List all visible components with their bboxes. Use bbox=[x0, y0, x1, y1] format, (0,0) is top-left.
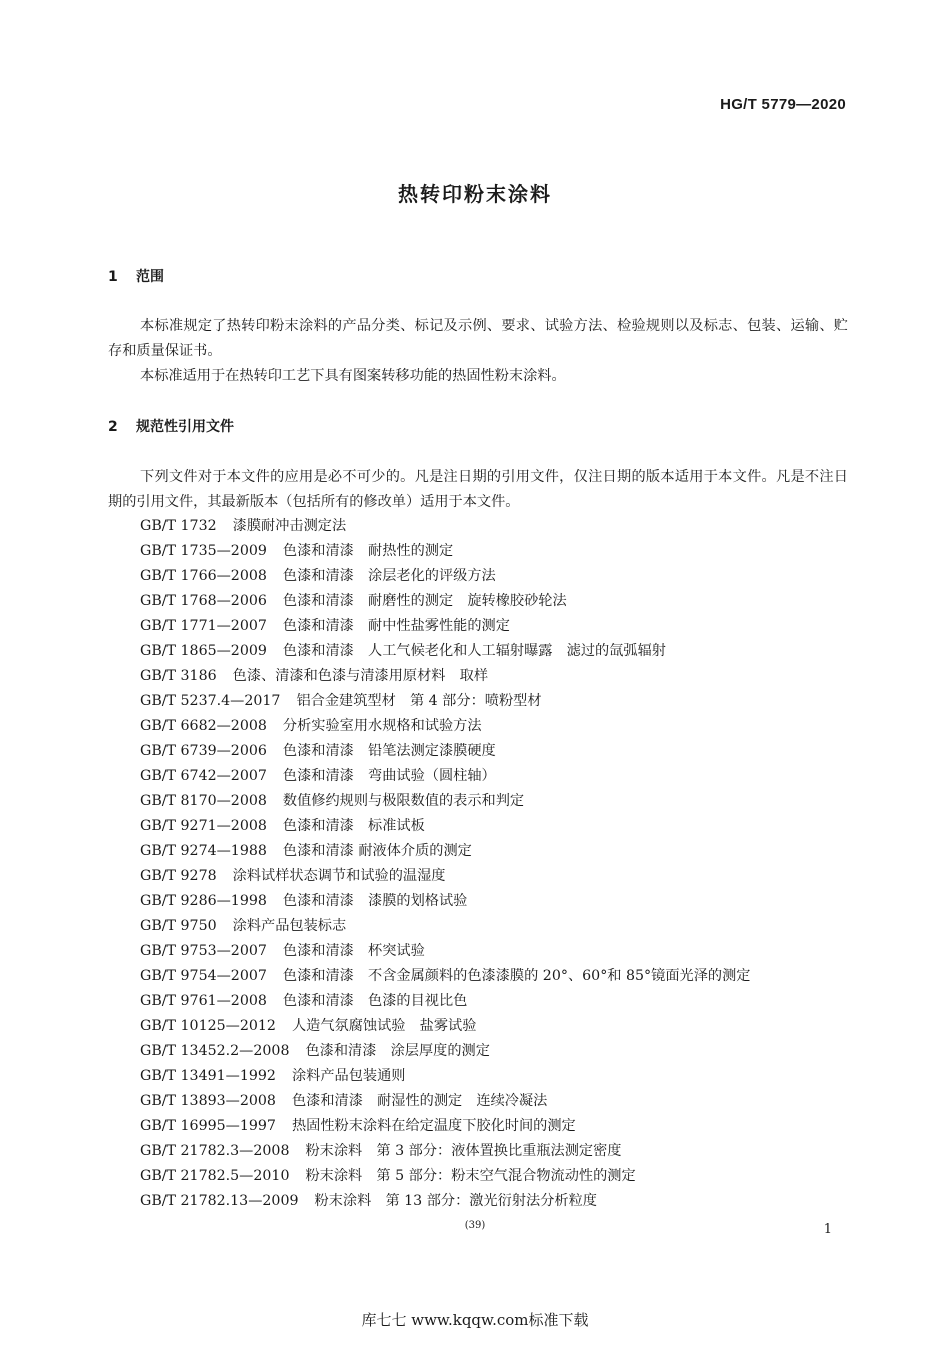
reference-code: GB/T 9754—2007 bbox=[140, 968, 267, 984]
reference-code: GB/T 8170—2008 bbox=[140, 793, 267, 809]
reference-code: GB/T 9271—2008 bbox=[140, 818, 267, 834]
paragraph: 本标准规定了热转印粉末涂料的产品分类、标记及示例、要求、试验方法、检验规则以及标志、包装、运输、贮存和质量保证书。 bbox=[108, 318, 848, 359]
reference-title: 色漆和清漆 耐液体介质的测定 bbox=[282, 843, 472, 859]
section-number: 2 bbox=[108, 419, 118, 435]
reference-title: 色漆和清漆 色漆的目视比色 bbox=[282, 993, 468, 1009]
reference-item bbox=[140, 1189, 750, 1214]
reference-code: GB/T 5237.4—2017 bbox=[140, 693, 281, 709]
reference-code: GB/T 21782.13—2009 bbox=[140, 1193, 299, 1209]
reference-code: GB/T 6739—2006 bbox=[140, 743, 267, 759]
reference-code: GB/T 13893—2008 bbox=[140, 1093, 276, 1109]
reference-item bbox=[140, 1039, 750, 1064]
paragraph: 下列文件对于本文件的应用是必不可少的。凡是注日期的引用文件，仅注日期的版本适用于本文件。凡是不注日期的引用文件，其最新版本（包括所有的修改单）适用于本文件。 bbox=[108, 469, 848, 510]
reference-title: 色漆和清漆 涂层厚度的测定 bbox=[305, 1043, 490, 1059]
reference-code: GB/T 9274—1988 bbox=[140, 843, 267, 859]
reference-title: 色漆和清漆 杯突试验 bbox=[282, 943, 425, 959]
reference-item bbox=[140, 614, 750, 639]
reference-code: GB/T 9753—2007 bbox=[140, 943, 267, 959]
reference-item bbox=[140, 1089, 750, 1114]
reference-item bbox=[140, 839, 750, 864]
reference-title: 涂料试样状态调节和试验的温湿度 bbox=[232, 868, 446, 884]
reference-code: GB/T 1735—2009 bbox=[140, 543, 267, 559]
reference-code: GB/T 13491—1992 bbox=[140, 1068, 276, 1084]
reference-title: 分析实验室用水规格和试验方法 bbox=[282, 718, 482, 734]
reference-code: GB/T 1732 bbox=[140, 518, 217, 534]
reference-title: 色漆和清漆 耐中性盐雾性能的测定 bbox=[282, 618, 510, 634]
reference-item bbox=[140, 864, 750, 889]
reference-title: 色漆、清漆和色漆与清漆用原材料 取样 bbox=[232, 668, 489, 684]
reference-title: 粉末涂料 第 13 部分：激光衍射法分析粒度 bbox=[314, 1193, 597, 1209]
reference-title: 色漆和清漆 不含金属颜料的色漆漆膜的 20°、60°和 85°镜面光泽的测定 bbox=[282, 968, 751, 984]
reference-code: GB/T 3186 bbox=[140, 668, 217, 684]
reference-item bbox=[140, 514, 750, 539]
reference-code: GB/T 9278 bbox=[140, 868, 217, 884]
reference-title: 热固性粉末涂料在给定温度下胶化时间的测定 bbox=[291, 1118, 576, 1134]
reference-code: GB/T 1865—2009 bbox=[140, 643, 267, 659]
reference-item bbox=[140, 689, 750, 714]
reference-item bbox=[140, 989, 750, 1014]
reference-code: GB/T 9750 bbox=[140, 918, 217, 934]
reference-item bbox=[140, 539, 750, 564]
reference-title: 色漆和清漆 耐湿性的测定 连续冷凝法 bbox=[291, 1093, 548, 1109]
reference-item bbox=[140, 789, 750, 814]
section-title: 范围 bbox=[136, 269, 164, 285]
reference-code: GB/T 16995—1997 bbox=[140, 1118, 276, 1134]
reference-code: GB/T 6742—2007 bbox=[140, 768, 267, 784]
reference-title: 涂料产品包装标志 bbox=[232, 918, 347, 934]
document-title: 热转印粉末涂料 bbox=[398, 182, 552, 206]
page-number: 1 bbox=[823, 1222, 832, 1237]
reference-item bbox=[140, 564, 750, 589]
page-sequence: (39) bbox=[464, 1220, 486, 1231]
reference-item bbox=[140, 639, 750, 664]
reference-code: GB/T 1768—2006 bbox=[140, 593, 267, 609]
reference-item bbox=[140, 1139, 750, 1164]
reference-code: GB/T 1766—2008 bbox=[140, 568, 267, 584]
reference-title: 色漆和清漆 标准试板 bbox=[282, 818, 425, 834]
reference-item bbox=[140, 1164, 750, 1189]
standard-code: HG/T 5779—2020 bbox=[720, 96, 846, 113]
reference-item bbox=[140, 889, 750, 914]
reference-title: 色漆和清漆 人工气候老化和人工辐射曝露 滤过的氙弧辐射 bbox=[282, 643, 666, 659]
reference-item bbox=[140, 739, 750, 764]
references-intro bbox=[108, 465, 848, 515]
reference-item bbox=[140, 939, 750, 964]
reference-title: 色漆和清漆 耐磨性的测定 旋转橡胶砂轮法 bbox=[282, 593, 567, 609]
reference-code: GB/T 9761—2008 bbox=[140, 993, 267, 1009]
reference-item bbox=[140, 714, 750, 739]
reference-item bbox=[140, 914, 750, 939]
reference-title: 粉末涂料 第 3 部分：液体置换比重瓶法测定密度 bbox=[305, 1143, 622, 1159]
reference-title: 粉末涂料 第 5 部分：粉末空气混合物流动性的测定 bbox=[305, 1168, 636, 1184]
reference-list bbox=[140, 514, 750, 1214]
reference-title: 色漆和清漆 涂层老化的评级方法 bbox=[282, 568, 496, 584]
scope-body bbox=[108, 314, 848, 389]
section-heading-scope bbox=[108, 266, 164, 286]
reference-code: GB/T 13452.2—2008 bbox=[140, 1043, 290, 1059]
reference-item bbox=[140, 589, 750, 614]
reference-title: 色漆和清漆 耐热性的测定 bbox=[282, 543, 454, 559]
footer-watermark: 库七七 www.kqqw.com标准下载 bbox=[361, 1311, 589, 1329]
reference-title: 色漆和清漆 铅笔法测定漆膜硬度 bbox=[282, 743, 496, 759]
reference-title: 铝合金建筑型材 第 4 部分：喷粉型材 bbox=[296, 693, 542, 709]
reference-title: 色漆和清漆 弯曲试验（圆柱轴） bbox=[282, 768, 496, 784]
reference-code: GB/T 1771—2007 bbox=[140, 618, 267, 634]
section-number: 1 bbox=[108, 269, 118, 285]
reference-title: 数值修约规则与极限数值的表示和判定 bbox=[282, 793, 525, 809]
reference-code: GB/T 21782.3—2008 bbox=[140, 1143, 290, 1159]
reference-code: GB/T 21782.5—2010 bbox=[140, 1168, 290, 1184]
reference-title: 色漆和清漆 漆膜的划格试验 bbox=[282, 893, 468, 909]
paragraph: 本标准适用于在热转印工艺下具有图案转移功能的热固性粉末涂料。 bbox=[140, 368, 566, 384]
reference-code: GB/T 6682—2008 bbox=[140, 718, 267, 734]
section-title: 规范性引用文件 bbox=[136, 419, 234, 435]
reference-title: 涂料产品包装通则 bbox=[291, 1068, 406, 1084]
section-heading-normative-references bbox=[108, 416, 234, 436]
reference-item bbox=[140, 964, 750, 989]
reference-item bbox=[140, 1014, 750, 1039]
reference-code: GB/T 9286—1998 bbox=[140, 893, 267, 909]
reference-item bbox=[140, 814, 750, 839]
reference-code: GB/T 10125—2012 bbox=[140, 1018, 276, 1034]
reference-title: 人造气氛腐蚀试验 盐雾试验 bbox=[291, 1018, 477, 1034]
reference-item bbox=[140, 1064, 750, 1089]
reference-item bbox=[140, 1114, 750, 1139]
reference-title: 漆膜耐冲击测定法 bbox=[232, 518, 347, 534]
reference-item bbox=[140, 764, 750, 789]
reference-item bbox=[140, 664, 750, 689]
